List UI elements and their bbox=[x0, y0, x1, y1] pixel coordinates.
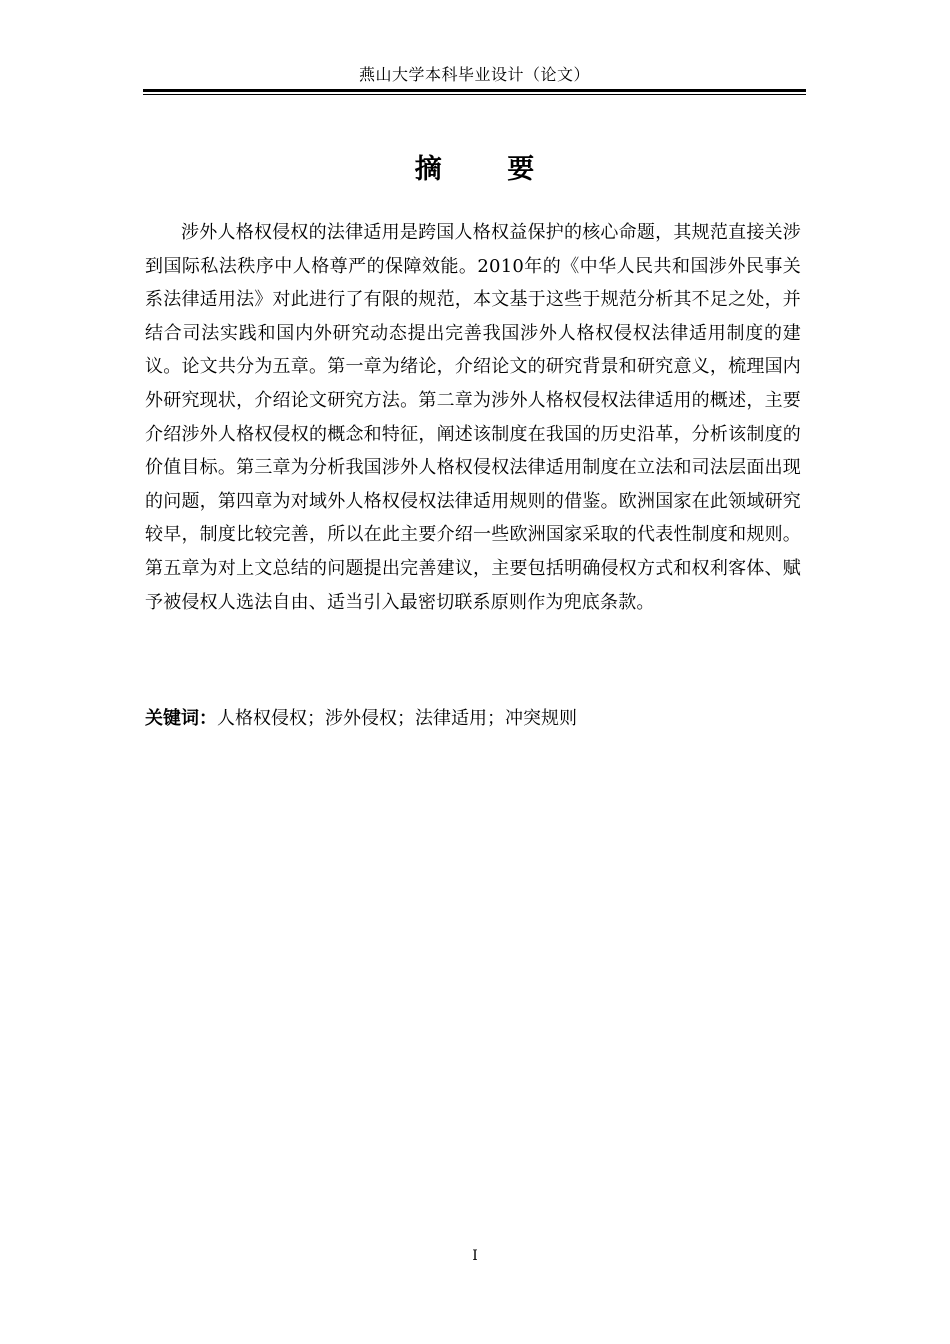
header-rule-thin bbox=[143, 94, 806, 95]
abstract-title: 摘 要 bbox=[414, 154, 563, 185]
page-number: I bbox=[472, 1248, 478, 1264]
keywords bbox=[145, 704, 801, 734]
keywords-value: 人格权侵权；涉外侵权；法律适用；冲突规则 bbox=[217, 708, 577, 729]
abstract-paragraph: 涉外人格权侵权的法律适用是跨国人格权益保护的核心命题，其规范直接关涉到国际私法秩序中人格尊严的保障效能。2010年的《中华人民共和国涉外民事关系法律适用法》对此进行了有限的规范，本文基于这些于规范分析其不足之处，并结合司法实践和国内外研究动态提出完善我国涉外人格权侵权法律适用制度的建议。论文共分为五章。第一章为绪论，介绍论文的研究背景和研究意义，梳理国内外研究现状，介绍论文研究方法。第二章为涉外人格权侵权法律适用的概述，主要介绍涉外人格权侵权的概念和特征，阐述该制度在我国的历史沿革，分析该制度的价值目标。第三章为分析我国涉外人格权侵权法律适用制度在立法和司法层面出现的问题，第四章为对域外人格权侵权法律适用规则的借鉴。欧洲国家在此领域研究较早，制度比较完善，所以在此主要介绍一些欧洲国家采取的代表性制度和规则。第五章为对上文总结的问题提出完善建议，主要包括明确侵权方式和权利客体、赋予被侵权人选法自由、适当引入最密切联系原则作为兜底条款。 bbox=[145, 222, 801, 613]
header-rule-thick bbox=[143, 89, 806, 92]
page-header: 燕山大学本科毕业设计（论文） bbox=[358, 65, 590, 84]
keywords-label: 关键词： bbox=[145, 708, 217, 729]
